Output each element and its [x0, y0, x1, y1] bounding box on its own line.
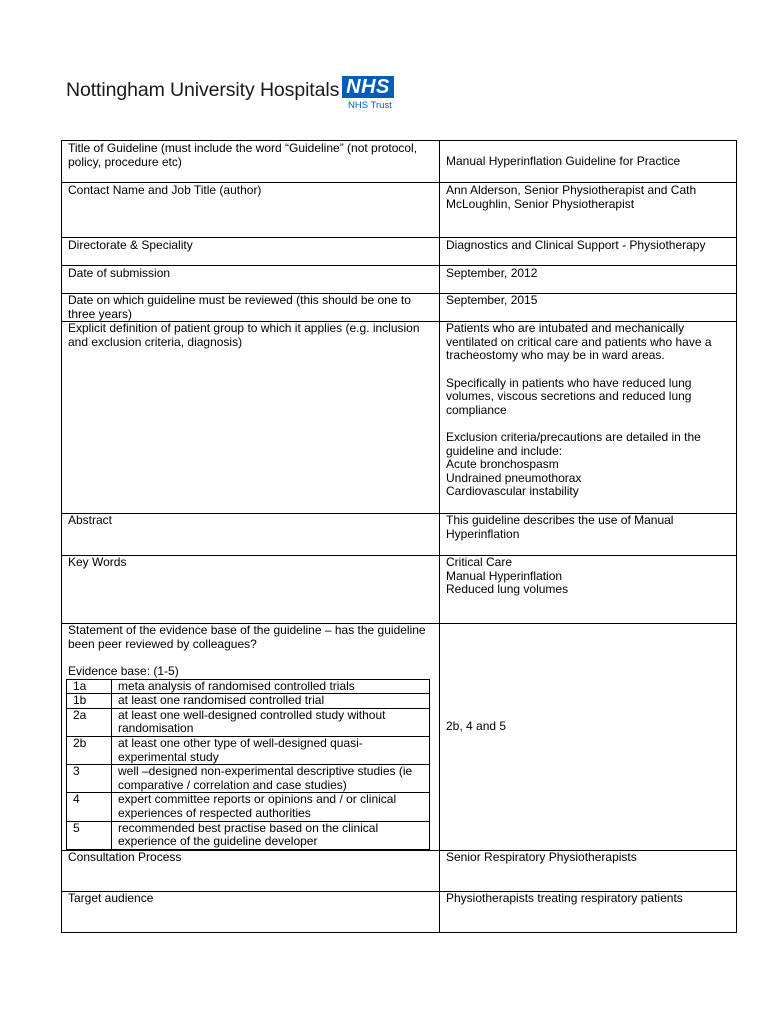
evidence-level-description: expert committee reports or opinions and / or clinical experiences of respected authorities	[112, 793, 430, 821]
row-contact	[62, 183, 737, 238]
nhs-trust-label: NHS Trust	[348, 100, 392, 111]
evidence-level-row	[67, 736, 430, 764]
evidence-level-code: 5	[67, 821, 112, 849]
exclusion-item: Acute bronchospasm	[446, 457, 559, 472]
guideline-info-table	[61, 140, 737, 933]
review-value-text: September, 2015	[446, 293, 538, 307]
consultation-value-text: Senior Respiratory Physiotherapists	[446, 849, 637, 864]
evidence-label	[62, 624, 440, 851]
evidence-level-code: 3	[67, 765, 112, 793]
evidence-level-row	[67, 765, 430, 793]
exclusion-item: Undrained pneumothorax	[446, 470, 582, 485]
keyword-item: Manual Hyperinflation	[446, 568, 563, 583]
contact-label-text: Contact Name and Job Title (author)	[68, 183, 262, 197]
evidence-level-row	[67, 708, 430, 736]
evidence-level-row	[67, 694, 430, 709]
evidence-levels-table	[66, 679, 430, 850]
directorate-value	[440, 238, 737, 266]
row-definition	[62, 322, 737, 514]
contact-label	[62, 183, 440, 238]
evidence-level-description: at least one other type of well-designed quasi-experimental study	[112, 736, 430, 764]
audience-value	[440, 891, 737, 932]
submission-label-text: Date of submission	[68, 266, 171, 280]
row-directorate	[62, 238, 737, 266]
evidence-level-description: meta analysis of randomised controlled trials	[112, 679, 430, 694]
evidence-level-description: at least one randomised controlled trial	[112, 694, 430, 709]
evidence-level-row	[67, 821, 430, 849]
keyword-item: Reduced lung volumes	[446, 582, 569, 597]
title-value-text: Manual Hyperinflation Guideline for Practice	[446, 154, 681, 168]
definition-label	[62, 322, 440, 514]
audience-label-text: Target audience	[68, 890, 154, 905]
row-consultation	[62, 850, 737, 891]
evidence-value-text: 2b, 4 and 5	[446, 719, 507, 734]
row-audience	[62, 891, 737, 932]
review-value	[440, 294, 737, 322]
row-abstract	[62, 514, 737, 556]
consultation-label-text: Consultation Process	[68, 849, 182, 864]
audience-value-text: Physiotherapists treating respiratory patients	[446, 890, 683, 905]
title-value	[440, 141, 737, 183]
definition-label-text: Explicit definition of patient group to which it applies (e.g. inclusion and exclusion criteria, diagnosis)	[68, 321, 420, 349]
definition-para-1: Patients who are intubated and mechanically ventilated on critical care and patients who have a tracheostomy who may be in ward areas.	[446, 321, 712, 363]
exclusion-item: Cardiovascular instability	[446, 484, 579, 499]
evidence-statement: Statement of the evidence base of the guideline – has the guideline been peer reviewed by colleagues?	[68, 623, 426, 651]
row-title	[62, 141, 737, 183]
organisation-name: Nottingham University Hospitals	[66, 79, 340, 101]
audience-label	[62, 891, 440, 932]
row-submission	[62, 266, 737, 294]
directorate-value-text: Diagnostics and Clinical Support - Physiotherapy	[446, 238, 706, 252]
title-label-text: Title of Guideline (must include the word “Guideline” (not protocol, policy, procedure etc)	[68, 141, 418, 169]
directorate-label-text: Directorate & Speciality	[68, 238, 193, 252]
row-review	[62, 294, 737, 322]
definition-para-2: Specifically in patients who have reduced lung volumes, viscous secretions and reduced lung compliance	[446, 375, 692, 417]
directorate-label	[62, 238, 440, 266]
consultation-label	[62, 850, 440, 891]
keywords-label-text: Key Words	[68, 555, 127, 570]
keywords-label	[62, 556, 440, 624]
row-keywords	[62, 556, 737, 624]
keyword-item: Critical Care	[446, 555, 513, 570]
abstract-value	[440, 514, 737, 556]
evidence-level-row	[67, 679, 430, 694]
submission-value-text: September, 2012	[446, 266, 538, 280]
contact-value-text: Ann Alderson, Senior Physiotherapist and Cath McLoughlin, Senior Physiotherapist	[446, 183, 697, 211]
keywords-value	[440, 556, 737, 624]
evidence-level-description: recommended best practise based on the clinical experience of the guideline developer	[112, 821, 430, 849]
evidence-base-label: Evidence base: (1-5)	[68, 663, 179, 678]
submission-value	[440, 266, 737, 294]
evidence-level-code: 1b	[67, 694, 112, 709]
evidence-level-row	[67, 793, 430, 821]
evidence-level-code: 2a	[67, 708, 112, 736]
abstract-label-text: Abstract	[68, 513, 113, 528]
evidence-value	[440, 624, 737, 851]
review-label-text: Date on which guideline must be reviewed (this should be one to three years)	[68, 293, 411, 321]
definition-value	[440, 322, 737, 514]
review-label	[62, 294, 440, 322]
evidence-level-description: well –designed non-experimental descriptive studies (ie comparative / correlation and case studies)	[112, 765, 430, 793]
row-evidence	[62, 624, 737, 851]
abstract-value-text: This guideline describes the use of Manual Hyperinflation	[446, 513, 674, 541]
title-label	[62, 141, 440, 183]
evidence-level-code: 2b	[67, 736, 112, 764]
consultation-value	[440, 850, 737, 891]
evidence-level-description: at least one well-designed controlled study without randomisation	[112, 708, 430, 736]
evidence-level-code: 1a	[67, 679, 112, 694]
evidence-level-code: 4	[67, 793, 112, 821]
nhs-logo: NHS	[342, 76, 394, 98]
abstract-label	[62, 514, 440, 556]
submission-label	[62, 266, 440, 294]
contact-value	[440, 183, 737, 238]
definition-para-3: Exclusion criteria/precautions are detailed in the guideline and include:	[446, 429, 701, 458]
